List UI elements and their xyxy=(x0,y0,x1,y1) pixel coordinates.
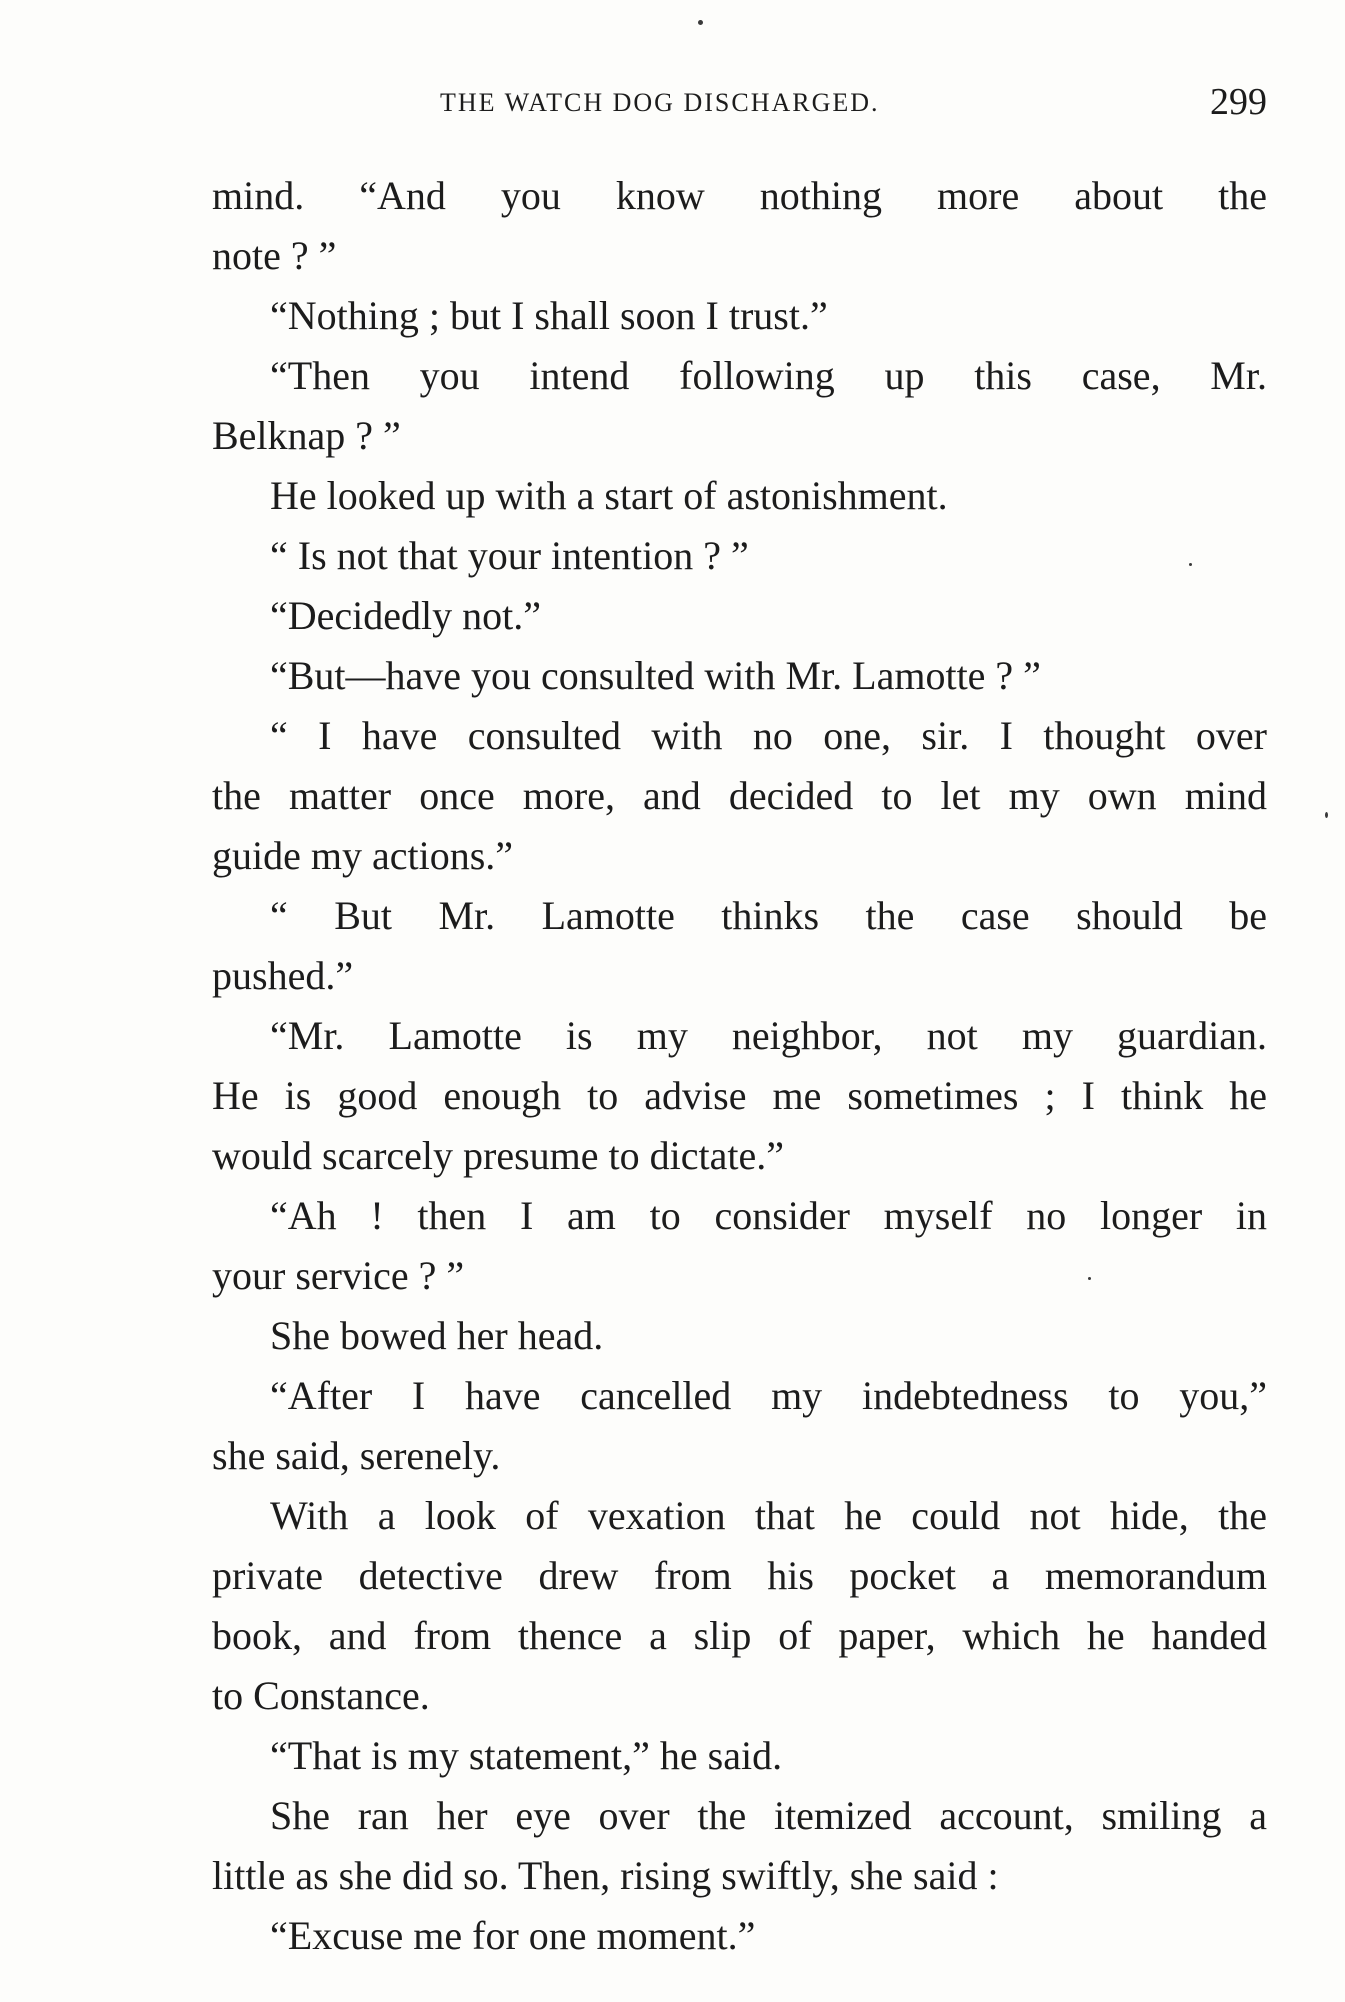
text-line: mind. “And you know nothing more about the xyxy=(212,173,1267,218)
text-line: “ Is not that your intention ? ” xyxy=(270,533,749,578)
ink-speck xyxy=(698,20,703,25)
text-line: She ran her eye over the itemized account, smiling a xyxy=(270,1793,1267,1838)
text-line: “Ah ! then I am to consider myself no longer in xyxy=(270,1193,1267,1238)
text-line: “ But Mr. Lamotte thinks the case should be xyxy=(270,893,1267,938)
text-line: would scarcely presume to dictate.” xyxy=(212,1133,784,1178)
text-line: “Decidedly not.” xyxy=(270,593,541,638)
text-line: pushed.” xyxy=(212,953,354,998)
text-line: little as she did so. Then, rising swiftly, she said : xyxy=(212,1853,999,1898)
text-line: Belknap ? ” xyxy=(212,413,401,458)
text-line: to Constance. xyxy=(212,1673,430,1718)
page-number: 299 xyxy=(1210,81,1267,123)
text-line: the matter once more, and decided to let my own mind xyxy=(212,773,1267,818)
text-line: “ I have consulted with no one, sir. I thought over xyxy=(270,713,1267,758)
text-line: “Mr. Lamotte is my neighbor, not my guardian. xyxy=(270,1013,1267,1058)
text-line: she said, serenely. xyxy=(212,1433,501,1478)
text-line: “Nothing ; but I shall soon I trust.” xyxy=(270,293,828,338)
ink-speck xyxy=(1325,812,1328,818)
text-line: “Excuse me for one moment.” xyxy=(270,1913,756,1958)
text-line: “Then you intend following up this case, Mr. xyxy=(270,353,1267,398)
body-text xyxy=(212,166,1267,1966)
text-line: With a look of vexation that he could not hide, the xyxy=(270,1493,1267,1538)
text-line: guide my actions.” xyxy=(212,833,514,878)
text-line: “That is my statement,” he said. xyxy=(270,1733,783,1778)
text-line: “But—have you consulted with Mr. Lamotte ? ” xyxy=(270,653,1041,698)
text-line: your service ? ” xyxy=(212,1253,465,1298)
text-line: “After I have cancelled my indebtedness to you,” xyxy=(270,1373,1267,1418)
text-line: private detective drew from his pocket a memorandum xyxy=(212,1553,1267,1598)
text-line: book, and from thence a slip of paper, which he handed xyxy=(212,1613,1267,1658)
running-head-title: THE WATCH DOG DISCHARGED. xyxy=(440,88,880,117)
text-line: He is good enough to advise me sometimes ; I think he xyxy=(212,1073,1267,1118)
text-line: He looked up with a start of astonishment. xyxy=(270,473,948,518)
text-line: She bowed her head. xyxy=(270,1313,604,1358)
text-line: note ? ” xyxy=(212,233,337,278)
